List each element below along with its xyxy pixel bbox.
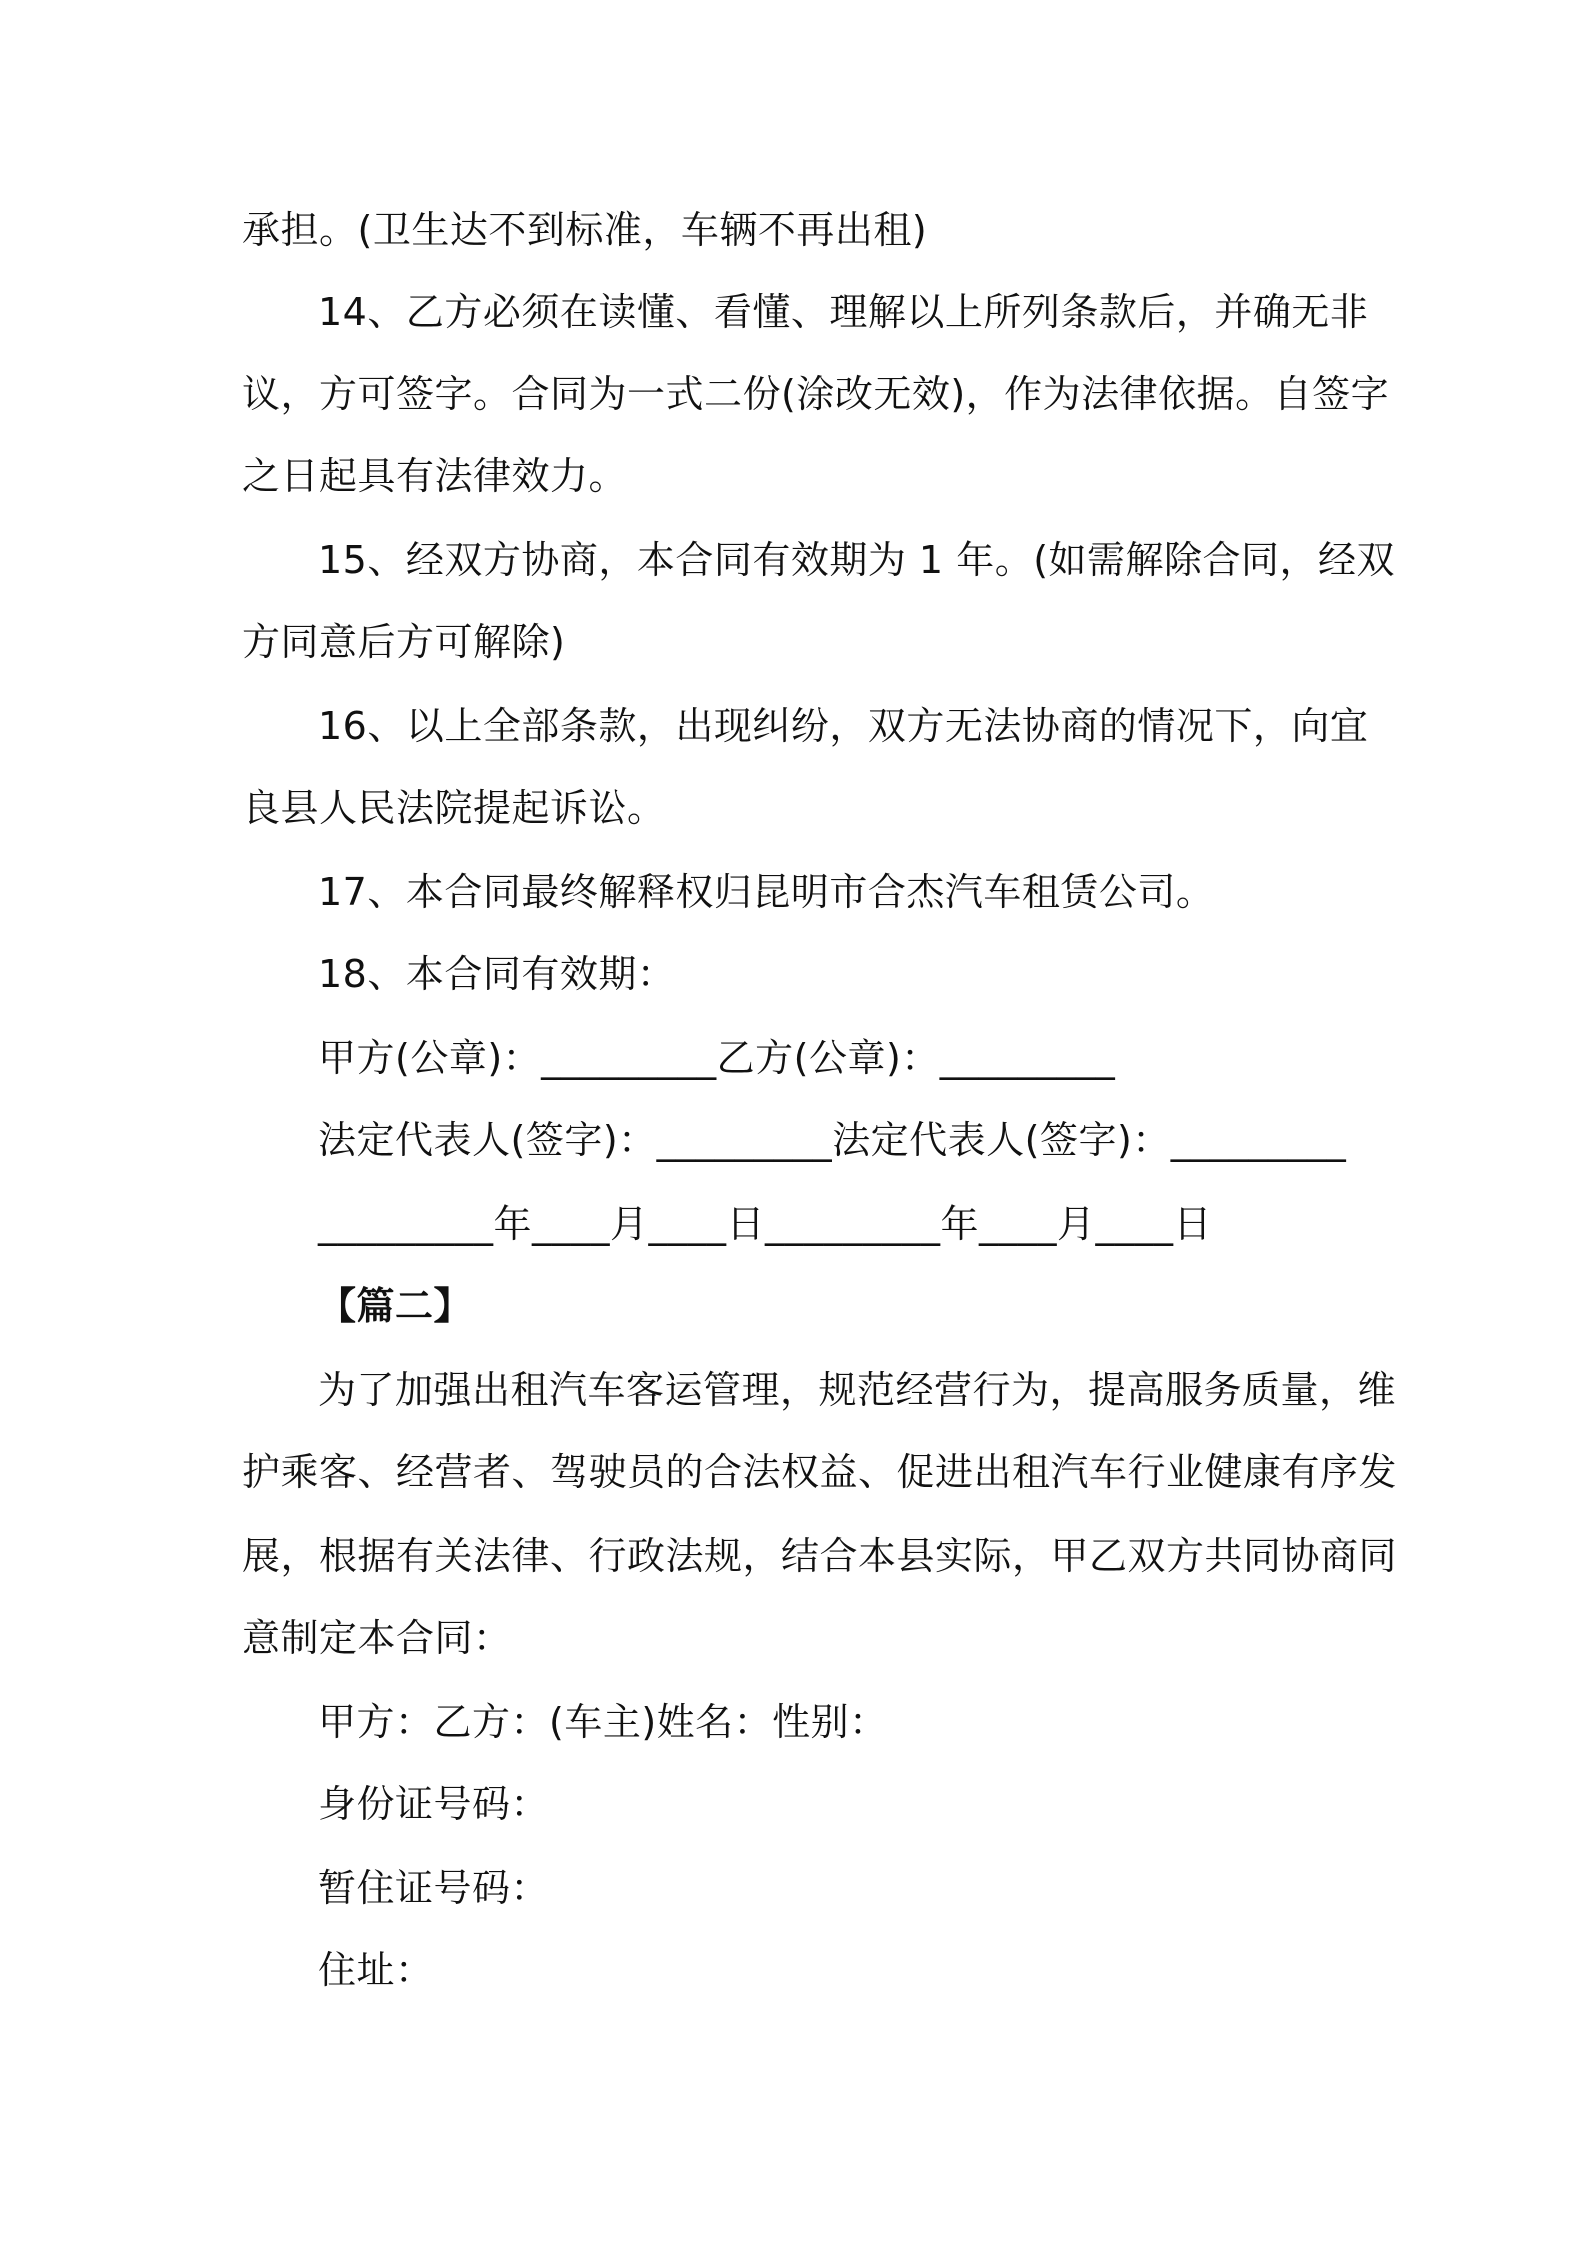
paragraph-line: 良县人民法院提起诉讼。 <box>242 786 666 830</box>
clause-17-line: 17、本合同最终解释权归昆明市合杰汽车租赁公司。 <box>318 870 1215 914</box>
paragraph-line: 承担。(卫生达不到标准，车辆不再出租) <box>242 208 928 252</box>
paragraph-line: 意制定本合同： <box>242 1616 512 1660</box>
paragraph-line: 方同意后方可解除) <box>242 620 566 664</box>
address-line: 住址： <box>318 1948 434 1992</box>
intro-paragraph-line: 为了加强出租汽车客运管理，规范经营行为，提高服务质量，维 <box>318 1368 1397 1412</box>
clause-18-line: 18、本合同有效期： <box>318 952 676 996</box>
clause-16-line: 16、以上全部条款，出现纠纷，双方无法协商的情况下，向宜 <box>318 704 1369 748</box>
residence-permit-line: 暂住证号码： <box>318 1866 550 1910</box>
paragraph-line: 之日起具有法律效力。 <box>242 454 628 498</box>
section-heading: 【篇二】 <box>318 1284 473 1328</box>
party-info-line: 甲方：乙方：(车主)姓名：性别： <box>318 1700 888 1744</box>
clause-14-line: 14、乙方必须在读懂、看懂、理解以上所列条款后，并确无非 <box>318 290 1369 334</box>
representative-signature-line: 法定代表人(签字)：_________法定代表人(签字)：_________ <box>318 1118 1347 1162</box>
id-number-line: 身份证号码： <box>318 1782 550 1826</box>
clause-15-line: 15、经双方协商，本合同有效期为 1 年。(如需解除合同，经双 <box>318 538 1396 582</box>
seal-signature-line: 甲方(公章)：_________乙方(公章)：_________ <box>318 1036 1116 1080</box>
paragraph-line: 展，根据有关法律、行政法规，结合本县实际，甲乙双方共同协商同 <box>242 1534 1398 1578</box>
paragraph-line: 护乘客、经营者、驾驶员的合法权益、促进出租汽车行业健康有序发 <box>242 1450 1398 1494</box>
date-signature-line: _________年____月____日_________年____月____日 <box>318 1202 1213 1246</box>
paragraph-line: 议，方可签字。合同为一式二份(涂改无效)，作为法律依据。自签字 <box>242 372 1390 416</box>
